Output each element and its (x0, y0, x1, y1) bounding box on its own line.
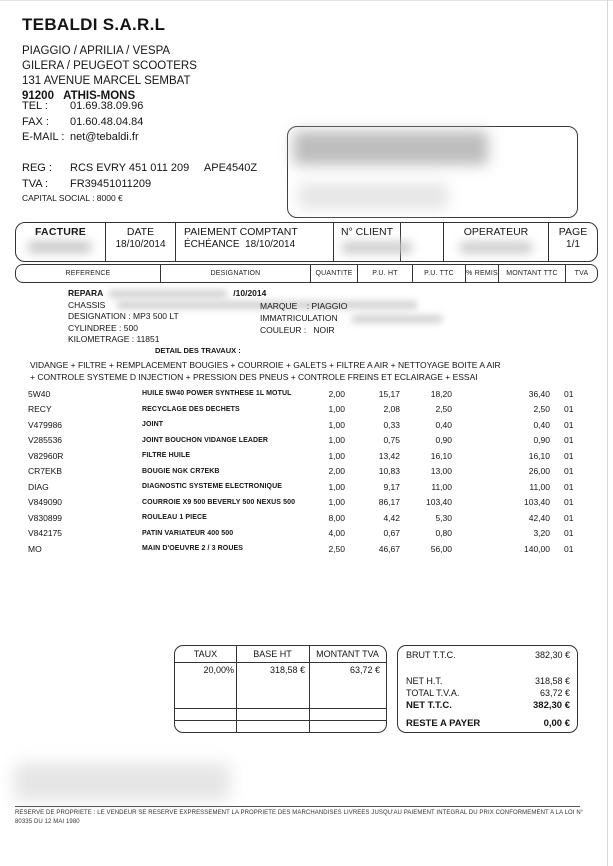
company-brands-2: GILERA / PEUGEOT SCOOTERS (22, 60, 197, 72)
item-reference: V842175 (28, 528, 63, 539)
item-tva-code: 01 (564, 388, 574, 399)
item-montant-ttc: 2,50 (533, 404, 550, 415)
footer-legal-line-1: RESERVE DE PROPRIETE : LE VENDEUR SE RESERVE EXPRESSEMENT LA PROPRIETE DES MARCHANDISES LIVREES JUSQU'AU PAIEMENT INTEGRAL DU PRIX CONFORMEMENT A LA LOI N° (15, 810, 584, 816)
vehicle-marque: MARQUE : PIAGGIO (260, 301, 348, 311)
item-montant-ttc: 0,90 (533, 435, 550, 446)
item-pu-ht: 2,08 (383, 404, 400, 415)
client-number-label: N° CLIENT (340, 226, 394, 238)
item-pu-ttc: 2,50 (435, 404, 452, 415)
table-row (15, 479, 598, 495)
taux-label: TAUX (193, 649, 218, 659)
item-montant-ttc: 26,00 (528, 466, 550, 477)
reste-a-payer-label: RESTE A PAYER (406, 718, 481, 729)
travaux-title: DETAIL DES TRAVAUX : (155, 346, 241, 355)
item-montant-ttc: 3,20 (533, 528, 550, 539)
table-row (15, 386, 598, 402)
tva-total-rule-1 (175, 708, 386, 709)
item-pu-ht: 0,75 (383, 435, 400, 446)
redacted-client-name (293, 131, 488, 165)
item-tva-code: 01 (564, 528, 574, 539)
table-row (15, 417, 598, 433)
item-tva-code: 01 (564, 419, 574, 430)
item-pu-ht: 0,67 (383, 528, 400, 539)
tva-recap-box (174, 645, 387, 733)
col-montant-ttc: MONTANT TTC (499, 265, 566, 282)
item-pu-ttc: 103,40 (426, 497, 452, 508)
items-body (15, 386, 598, 557)
item-quantity: 1,00 (328, 419, 345, 430)
scan-edge-right (607, 0, 608, 866)
net-ttc-label: NET T.T.C. (406, 700, 452, 711)
redacted-repair-number (109, 290, 227, 298)
item-montant-ttc: 16,10 (528, 450, 550, 461)
montant-tva-value: 63,72 € (349, 665, 380, 675)
travaux-description (30, 359, 501, 383)
table-row (15, 448, 598, 464)
brut-ttc-label: BRUT T.T.C. (406, 650, 456, 660)
vehicle-cylindree: CYLINDREE : 500 (68, 322, 138, 333)
facture-cell (16, 223, 106, 261)
taux-value: 20,00% (203, 665, 234, 675)
repair-date: /10/2014 (233, 288, 267, 298)
vehicle-kilometrage: KILOMETRAGE : 11851 (68, 334, 160, 344)
table-row (15, 495, 598, 511)
paiement-cell (176, 223, 334, 261)
travaux-line-1: VIDANGE + FILTRE + REMPLACEMENT BOUGIES + COURROIE + GALETS + FILTRE A AIR + NETTOYAGE BOITE A AIR (30, 360, 501, 370)
item-quantity: 1,00 (328, 497, 345, 508)
item-quantity: 1,00 (328, 404, 345, 415)
item-reference: 5W40 (28, 388, 51, 399)
redacted-operateur (460, 242, 532, 253)
redacted-client-address (298, 183, 448, 209)
item-montant-ttc: 11,00 (529, 481, 550, 492)
immatriculation-line (260, 312, 442, 324)
operateur-cell (444, 223, 549, 261)
tel-value: 01.69.38.09.96 (70, 100, 144, 112)
item-tva-code: 01 (564, 404, 574, 415)
page-label: PAGE (558, 226, 588, 238)
item-designation: HUILE 5W40 POWER SYNTHESE 1L MOTUL (142, 390, 292, 398)
total-tva-value: 63,72 € (539, 688, 570, 698)
table-row (15, 464, 598, 480)
col-designation: DESIGNATION (161, 265, 311, 282)
reg-value: RCS EVRY 451 011 209 APE4540Z (70, 162, 258, 174)
item-montant-ttc: 42,40 (528, 512, 550, 523)
vehicle-couleur: COULEUR : NOIR (260, 325, 335, 335)
item-designation: ROULEAU 1 PIECE (142, 514, 207, 522)
item-designation: COURROIE X9 500 BEVERLY 500 NEXUS 500 (142, 498, 296, 506)
table-row (15, 510, 598, 526)
item-designation: DIAGNOSTIC SYSTEME ELECTRONIQUE (142, 483, 282, 491)
vehicle-info-right (260, 300, 442, 336)
item-reference: MO (28, 543, 42, 554)
col-tva: TVA (574, 270, 589, 277)
company-brands-1: PIAGGIO / APRILIA / VESPA (22, 45, 171, 57)
company-header (22, 15, 197, 104)
item-quantity: 4,00 (328, 528, 345, 539)
item-tva-code: 01 (564, 481, 574, 492)
date-cell (106, 223, 176, 261)
tva-value: FR39451011209 (70, 177, 152, 190)
item-tva-code: 01 (564, 543, 574, 554)
item-reference: V830899 (28, 512, 63, 523)
item-reference: V82960R (28, 450, 64, 461)
item-pu-ttc: 56,00 (430, 543, 452, 554)
item-designation: FILTRE HUILE (142, 452, 191, 460)
item-pu-ttc: 13,00 (430, 466, 452, 477)
client-address-box (287, 126, 578, 218)
company-name: TEBALDI S.A.R.L (22, 15, 166, 34)
item-reference: V479986 (28, 419, 63, 430)
tva-total-rule-2 (175, 720, 386, 721)
reste-a-payer-row (406, 718, 570, 729)
footer-legal (15, 809, 585, 826)
paiement-line2: ÉCHÉANCE 18/10/2014 (184, 239, 296, 250)
col-remise: % REMIS (466, 265, 499, 282)
company-registration (22, 161, 257, 192)
totals-box (397, 645, 578, 733)
item-pu-ht: 46,67 (378, 543, 400, 554)
item-pu-ttc: 0,80 (435, 528, 452, 539)
company-address: 131 AVENUE MARCEL SEMBAT (22, 75, 191, 87)
item-quantity: 2,00 (328, 466, 345, 477)
tva-recap-header (175, 646, 386, 663)
item-pu-ttc: 16,10 (430, 450, 452, 461)
item-tva-code: 01 (564, 450, 574, 461)
total-tva-row (406, 688, 570, 698)
item-montant-ttc: 103,40 (524, 497, 550, 508)
col-pu-ht: P.U. HT (358, 265, 413, 282)
client-number-cell (334, 223, 401, 261)
operateur-label: OPERATEUR (463, 226, 529, 238)
item-pu-ht: 9,17 (383, 481, 400, 492)
date-value: 18/10/2014 (115, 239, 166, 250)
company-capital: CAPITAL SOCIAL : 8000 € (22, 193, 123, 203)
net-ht-label: NET H.T. (406, 676, 443, 686)
item-tva-code: 01 (564, 435, 574, 446)
date-label: DATE (126, 226, 155, 238)
spacer-cell (401, 223, 444, 261)
item-reference: CR7EKB (28, 466, 63, 477)
reste-a-payer-value: 0,00 € (543, 718, 570, 729)
item-quantity: 1,00 (328, 435, 345, 446)
item-designation: MAIN D'OEUVRE 2 / 3 ROUES (142, 545, 244, 553)
page-value: 1/1 (566, 239, 580, 250)
base-ht-value: 318,58 € (269, 665, 305, 675)
item-quantity: 2,00 (328, 388, 345, 399)
item-designation: JOINT (142, 421, 164, 429)
scan-edge-top (0, 0, 613, 1)
item-pu-ht: 15,17 (378, 388, 400, 399)
paiement-line1: PAIEMENT COMPTANT (184, 226, 298, 238)
col-quantite: QUANTITE (311, 265, 358, 282)
item-pu-ttc: 5,30 (435, 512, 452, 523)
table-row (15, 433, 598, 449)
repair-line (68, 288, 417, 300)
redacted-facture-number (28, 241, 91, 253)
item-designation: RECYCLAGE DES DECHETS (142, 405, 240, 413)
table-row (15, 526, 598, 542)
col-pu-ttc: P.U. TTC (413, 265, 466, 282)
footer-legal-line-2: 80335 DU 12 MAI 1980 (15, 818, 80, 825)
table-row (15, 402, 598, 418)
brut-ttc-row (406, 650, 570, 660)
net-ttc-value: 382,30 € (533, 700, 570, 711)
item-montant-ttc: 0,40 (533, 419, 550, 430)
table-row (15, 541, 598, 557)
brut-ttc-value: 382,30 € (534, 650, 570, 660)
net-ttc-row (406, 700, 570, 711)
repair-prefix: REPARA (68, 288, 104, 298)
item-reference: V849090 (28, 497, 63, 508)
item-reference: V285536 (28, 435, 63, 446)
footer-rule (15, 806, 580, 807)
fax-value: 01.60.48.04.84 (70, 115, 144, 128)
item-quantity: 1,00 (328, 450, 345, 461)
table-column-headers (15, 264, 598, 283)
item-quantity: 1,00 (328, 481, 345, 492)
facture-label: FACTURE (35, 226, 86, 238)
item-tva-code: 01 (564, 466, 574, 477)
net-ht-row (406, 676, 570, 686)
immatriculation-label: IMMATRICULATION (260, 313, 338, 323)
company-postal-city: 91200 ATHIS-MONS (22, 90, 136, 102)
item-tva-code: 01 (564, 497, 574, 508)
travaux-line-2: + CONTROLE SYSTEME D INJECTION + PRESSION DES PNEUS + CONTROLE FREINS ET ECLAIRAGE + ESSAI (30, 372, 478, 382)
redacted-stamp-area (14, 763, 230, 801)
reg-label: REG : (22, 162, 52, 174)
company-contact (22, 99, 143, 146)
tva-label: TVA : (22, 177, 49, 190)
item-pu-ht: 10,83 (378, 466, 400, 477)
item-pu-ttc: 18,20 (430, 388, 452, 399)
item-reference: DIAG (28, 481, 49, 492)
item-pu-ttc: 11,00 (431, 481, 452, 492)
item-montant-ttc: 36,40 (528, 388, 550, 399)
item-reference: RECY (28, 404, 52, 415)
item-pu-ht: 0,33 (383, 419, 400, 430)
item-quantity: 8,00 (328, 512, 345, 523)
item-pu-ttc: 0,90 (435, 435, 452, 446)
tel-label: TEL : (22, 100, 48, 112)
fax-label: FAX : (22, 115, 49, 128)
redacted-immatriculation (352, 315, 442, 323)
item-designation: PATIN VARIATEUR 400 500 (142, 529, 234, 537)
vehicle-designation: DESIGNATION : MP3 500 LT (68, 311, 179, 321)
invoice-header (15, 222, 598, 262)
email-value: net@tebaldi.fr (70, 131, 139, 143)
col-reference: REFERENCE (16, 265, 161, 282)
montant-tva-label: MONTANT TVA (316, 649, 379, 659)
email-label: E-MAIL : (22, 131, 65, 143)
item-pu-ht: 4,42 (383, 512, 400, 523)
item-quantity: 2,50 (328, 543, 345, 554)
item-montant-ttc: 140,00 (524, 543, 550, 554)
item-pu-ht: 13,42 (378, 450, 400, 461)
net-ht-value: 318,58 € (534, 676, 570, 686)
item-tva-code: 01 (564, 512, 574, 523)
base-ht-label: BASE HT (253, 649, 292, 659)
item-designation: JOINT BOUCHON VIDANGE LEADER (142, 436, 269, 444)
total-tva-label: TOTAL T.V.A. (406, 688, 460, 698)
page-cell (549, 223, 597, 261)
chassis-label: CHASSIS (68, 299, 106, 310)
item-designation: BOUGIE NGK CR7EKB (142, 467, 220, 475)
item-pu-ht: 86,17 (378, 497, 400, 508)
item-pu-ttc: 0,40 (435, 419, 452, 430)
tva-recap-values (175, 665, 386, 675)
